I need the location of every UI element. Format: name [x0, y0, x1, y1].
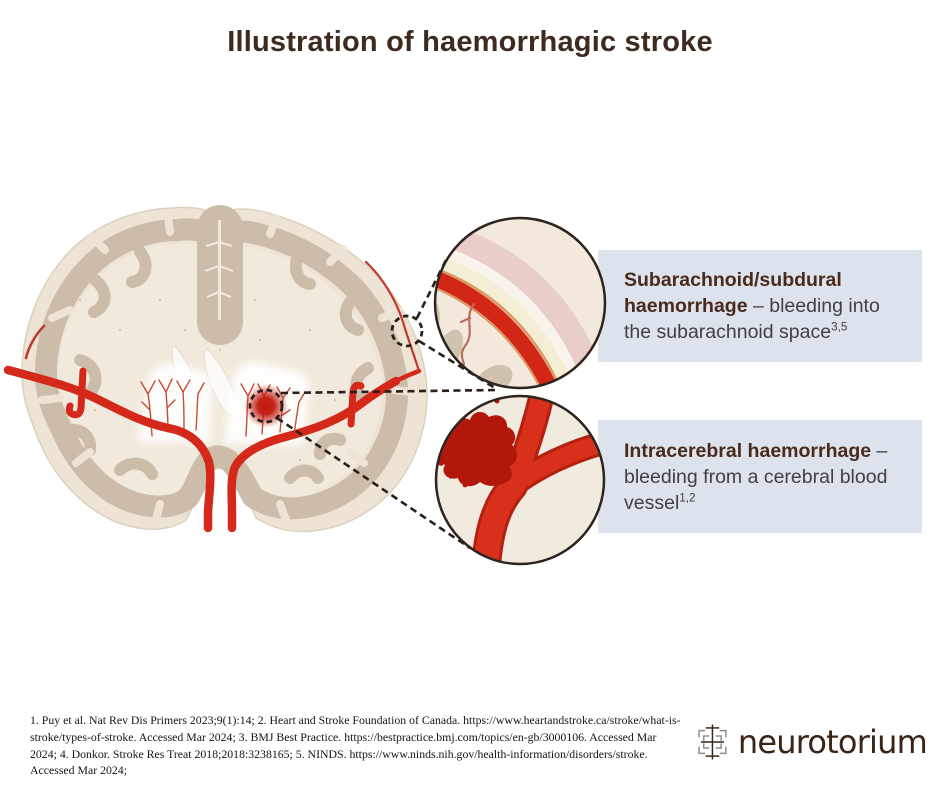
connector-line-top-b	[419, 341, 495, 388]
bleed-spot	[244, 384, 288, 428]
layer-arachnoid	[438, 250, 576, 380]
callout-intracerebral-body: – bleeding from a cerebral blood vessel	[624, 439, 888, 514]
layer-dura	[450, 238, 588, 368]
callout-intracerebral-heading: Intracerebral haemorrhage	[624, 439, 872, 462]
neurotorium-logo-text: neurotorium	[737, 723, 927, 761]
connector-line-top-a	[417, 258, 447, 318]
brain-inner-matter	[58, 243, 382, 498]
magnifier-circle-intracerebral	[250, 390, 282, 422]
callout-intracerebral	[598, 420, 922, 533]
thin-cortical-vessels	[26, 262, 419, 371]
callout-subarachnoid	[598, 250, 922, 362]
inset-small-vessel	[461, 304, 474, 364]
callout-intracerebral-refs: 1,2	[679, 491, 696, 504]
lateral-ventricles	[172, 345, 237, 416]
brain-illustration	[8, 207, 427, 531]
meninges-layers	[412, 238, 588, 409]
page-title: Illustration of haemorrhagic stroke	[227, 26, 713, 58]
capillary-branches	[141, 379, 305, 436]
subarachnoid-blood	[418, 272, 556, 402]
brain-midline	[205, 220, 233, 322]
references: 1. Puy et al. Nat Rev Dis Primers 2023;9(1):14; 2. Heart and Stroke Foundation of Canada. https://www.heartandstroke.ca/stroke/what-is-stroke/types-of-stroke. Accessed Mar 2024; 3. BMJ Best Practice. https://bestpractice.bmj.com/topics/en-gb/3000106. Accessed Mar 2024; 4. Donkor. Stroke Res Treat 2018;2018:3238165; 5. NINDS. https://www.ninds.nih.gov/health-information/disorders/stroke. Accessed Mar 2024;	[30, 713, 681, 778]
connector-line-bottom-a	[281, 390, 497, 393]
basal-ganglia-zones	[138, 362, 309, 444]
inset-gyri-blobs	[417, 290, 518, 401]
neurotorium-logo	[695, 710, 927, 774]
callout-subarachnoid-heading: Subarachnoid/subdural haemorrhage	[624, 269, 842, 317]
brain-gyri-folds	[70, 252, 368, 478]
neurotorium-logo-icon	[695, 712, 730, 772]
bleed-core	[257, 397, 275, 415]
magnifier-connectors	[277, 258, 497, 548]
burst-vessel	[486, 398, 607, 566]
brain-sulci	[42, 216, 412, 520]
brain-cortex-band	[46, 229, 397, 508]
magnifier-circle-subarachnoid	[392, 316, 422, 346]
callout-subarachnoid-body: – bleeding into the subarachnoid space	[624, 295, 880, 343]
brain-speckles	[79, 299, 336, 466]
inset-subarachnoid	[412, 218, 605, 409]
blood-droplets	[429, 392, 500, 488]
inset-intracerebral	[429, 392, 608, 567]
main-artery	[8, 370, 419, 528]
brain-outline	[22, 207, 427, 531]
callout-intracerebral-text	[624, 438, 910, 516]
haemorrhage-burst	[429, 392, 518, 488]
callout-subarachnoid-text	[624, 267, 910, 345]
layer-csf	[430, 259, 568, 389]
connector-line-bottom-b	[277, 418, 470, 548]
callout-subarachnoid-refs: 3,5	[831, 320, 848, 334]
